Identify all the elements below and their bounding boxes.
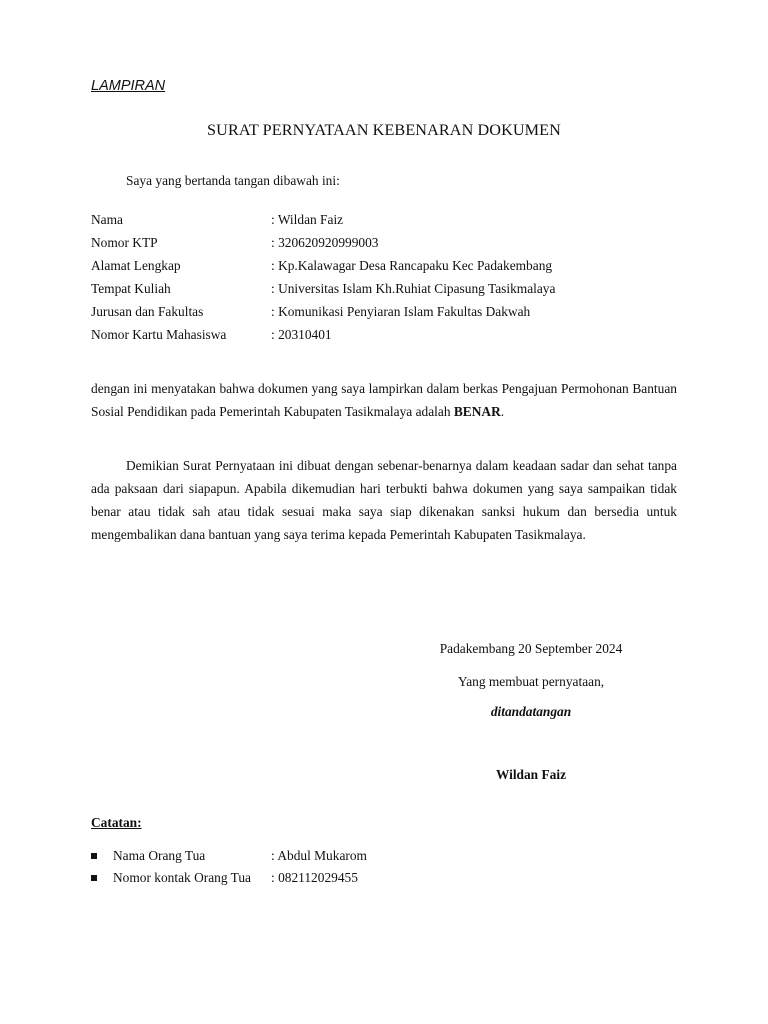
- identity-value: : Komunikasi Penyiaran Islam Fakultas Dakwah: [271, 304, 531, 319]
- list-item: [91, 867, 591, 889]
- statement-end: .: [500, 404, 505, 419]
- statement-text: dengan ini menyatakan bahwa dokumen yang saya lampirkan dalam berkas Pengajuan Permohonan Bantuan Sosial Pendidikan pada Pemerintah Kabupaten Tasikmalaya adalah: [91, 381, 677, 419]
- identity-value: : 20310401: [271, 327, 332, 342]
- identity-value: : Universitas Islam Kh.Ruhiat Cipasung Tasikmalaya: [271, 281, 556, 296]
- identity-row: [91, 210, 691, 233]
- list-item: [91, 845, 591, 867]
- closing-paragraph: Demikian Surat Pernyataan ini dibuat dengan sebenar-benarnya dalam keadaan sadar dan sehat tanpa ada paksaan dari siapapun. Apabila dikemudian hari terbukti bahwa dokumen yang saya sampaikan tidak benar atau tidak sah atau tidak sesuai maka saya siap dikenakan sanksi hukum dan bersedia untuk mengembalikan dana bantuan yang saya terima kepada Pemerintah Kabupaten Tasikmalaya.: [91, 458, 677, 542]
- notes-list: [91, 845, 591, 889]
- note-label: Nama Orang Tua: [113, 848, 206, 863]
- identity-row: [91, 233, 691, 256]
- bullet-icon: [91, 853, 97, 859]
- signer-name: Wildan Faiz: [495, 767, 567, 782]
- identity-label: Nama: [91, 212, 123, 227]
- statement-emphasis: BENAR: [453, 404, 501, 419]
- signature-mark: ditandatangan: [490, 704, 572, 719]
- attachment-label: LAMPIRAN: [91, 78, 166, 94]
- identity-label: Nomor Kartu Mahasiswa: [91, 327, 227, 342]
- identity-label: Nomor KTP: [91, 235, 158, 250]
- signature-role: Yang membuat pernyataan,: [457, 674, 605, 689]
- identity-value: : Kp.Kalawagar Desa Rancapaku Kec Padakembang: [271, 258, 553, 273]
- identity-row: [91, 256, 691, 279]
- identity-label: Jurusan dan Fakultas: [91, 304, 204, 319]
- identity-row: [91, 325, 691, 348]
- note-value: : Abdul Mukarom: [271, 848, 367, 863]
- intro-text: Saya yang bertanda tangan dibawah ini:: [126, 173, 340, 188]
- note-label: Nomor kontak Orang Tua: [113, 870, 251, 885]
- notes-heading: Catatan:: [91, 815, 142, 830]
- identity-table: [91, 210, 691, 348]
- identity-value: : Wildan Faiz: [271, 212, 344, 227]
- identity-label: Alamat Lengkap: [91, 258, 181, 273]
- note-value: : 082112029455: [271, 870, 358, 885]
- identity-row: [91, 279, 691, 302]
- bullet-icon: [91, 875, 97, 881]
- identity-row: [91, 302, 691, 325]
- identity-value: : 320620920999003: [271, 235, 379, 250]
- statement-paragraph: [91, 377, 677, 423]
- identity-label: Tempat Kuliah: [91, 281, 171, 296]
- document-title: SURAT PERNYATAAN KEBENARAN DOKUMEN: [207, 121, 561, 139]
- signature-place-date: Padakembang 20 September 2024: [439, 641, 623, 656]
